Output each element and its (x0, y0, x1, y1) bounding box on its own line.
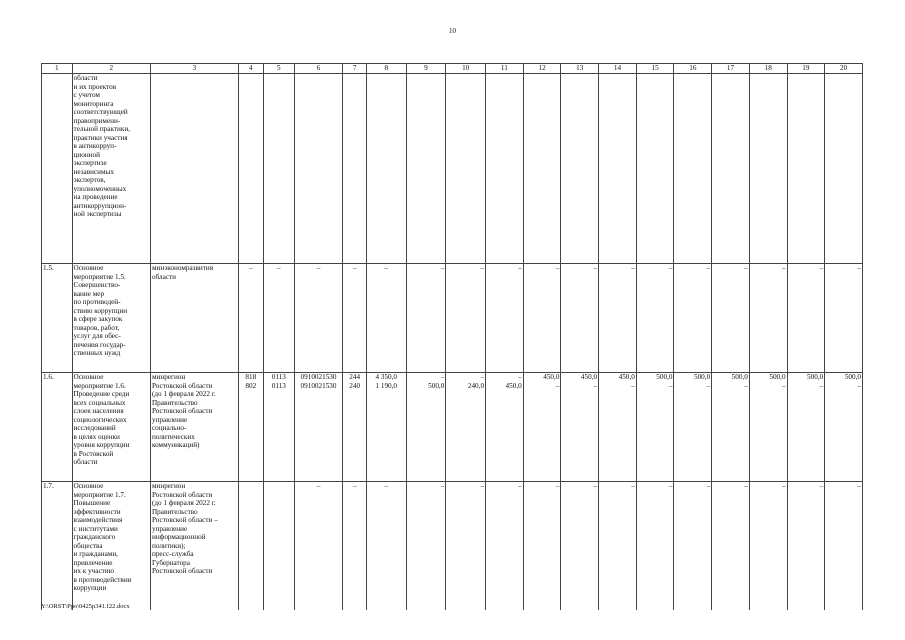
page-number: 10 (449, 27, 456, 35)
table-cell: – 500,0 (406, 373, 446, 482)
table-cell: – (343, 264, 366, 373)
table-cell (749, 74, 787, 264)
table-cell (366, 74, 406, 264)
col-header: 12 (523, 64, 561, 74)
table-cell: – (561, 482, 599, 611)
table-cell: – (523, 264, 561, 373)
table-cell: 500,0 – (825, 373, 863, 482)
table-cell: – (599, 482, 637, 611)
col-header: 2 (72, 64, 150, 74)
table-row (42, 74, 863, 264)
col-header: 8 (366, 64, 406, 74)
table-cell (787, 74, 825, 264)
table-cell: – (712, 482, 750, 611)
table-cell (674, 74, 712, 264)
table-cell (294, 74, 343, 264)
table-cell: 244 240 (343, 373, 366, 482)
table-cell: минэкономразвития области (150, 264, 238, 373)
table-cell (486, 74, 524, 264)
table-cell: 4 350,0 1 190,0 (366, 373, 406, 482)
table-cell (238, 482, 263, 611)
table-cell: – (825, 264, 863, 373)
table-cell: 1.7. (42, 482, 73, 611)
table-cell: – (446, 482, 486, 611)
table-cell: – (749, 482, 787, 611)
table-cell (264, 74, 295, 264)
table-cell (825, 74, 863, 264)
table-cell: – 240,0 (446, 373, 486, 482)
table-cell: 500,0 – (712, 373, 750, 482)
table-cell: 500,0 – (674, 373, 712, 482)
col-header: 15 (636, 64, 674, 74)
table-cell (561, 74, 599, 264)
col-header: 3 (150, 64, 238, 74)
table-cell: – (523, 482, 561, 611)
table-cell: – (599, 264, 637, 373)
table-cell: – (636, 264, 674, 373)
table-cell: – (238, 264, 263, 373)
table-cell: 500,0 – (749, 373, 787, 482)
col-header: 13 (561, 64, 599, 74)
col-header: 17 (712, 64, 750, 74)
table-cell: – (486, 482, 524, 611)
table-cell: – (712, 264, 750, 373)
table-cell: – (825, 482, 863, 611)
table-cell (446, 74, 486, 264)
table-cell: 500,0 – (787, 373, 825, 482)
table-cell (42, 74, 73, 264)
table-cell: 1.6. (42, 373, 73, 482)
table-cell: минрегион Ростовской области (до 1 февраля 2022 г. Правительство Ростовской области – управление информационной политики); пресс-служба Губернатора Ростовской области (150, 482, 238, 611)
column-number-row (42, 64, 863, 74)
table-cell: – (486, 264, 524, 373)
table-cell (343, 74, 366, 264)
table-cell: 450,0 – (523, 373, 561, 482)
table-cell (599, 74, 637, 264)
table-cell: 1.5. (42, 264, 73, 373)
table-cell: 450,0 – (561, 373, 599, 482)
table-cell: области и их проектов с учетом мониторинга соответствующей правопримени- тельной практики, практики участия в антикорруп- ционной экспертизе независимых экспертов, уполномоченных на проведение антикоррупцион- ной экспертизы (72, 74, 150, 264)
table-cell (264, 482, 295, 611)
table-cell: Основное мероприятие 1.5. Совершенство- вание мер по противодей- ствию коррупции в сфере закупок товаров, работ, услуг для обес- печения государ- ственных нужд (72, 264, 150, 373)
table-cell (523, 74, 561, 264)
col-header: 18 (749, 64, 787, 74)
table-cell: 0113 0113 (264, 373, 295, 482)
table-cell: – (787, 264, 825, 373)
table-cell (636, 74, 674, 264)
col-header: 1 (42, 64, 73, 74)
table-cell: – (636, 482, 674, 611)
table-cell: – (787, 482, 825, 611)
col-header: 7 (343, 64, 366, 74)
table-cell: – (406, 264, 446, 373)
table-row (42, 482, 863, 611)
table-cell: 500,0 – (636, 373, 674, 482)
table-cell (712, 74, 750, 264)
table-row (42, 264, 863, 373)
col-header: 11 (486, 64, 524, 74)
table-cell: – (446, 264, 486, 373)
table-cell: – (294, 482, 343, 611)
table-cell: – (366, 482, 406, 611)
table-cell (406, 74, 446, 264)
table-cell: – (561, 264, 599, 373)
table-cell (238, 74, 263, 264)
table-cell: – 450,0 (486, 373, 524, 482)
table-cell (150, 74, 238, 264)
table-cell: минрегион Ростовской области (до 1 февраля 2022 г. Правительство Ростовской области управление социально- политических коммуникаций) (150, 373, 238, 482)
col-header: 9 (406, 64, 446, 74)
col-header: 14 (599, 64, 637, 74)
table-cell: – (406, 482, 446, 611)
table-cell: 818 802 (238, 373, 263, 482)
col-header: 10 (446, 64, 486, 74)
table-cell: – (264, 264, 295, 373)
col-header: 20 (825, 64, 863, 74)
program-table (41, 63, 863, 610)
col-header: 6 (294, 64, 343, 74)
table-cell: Основное мероприятие 1.7. Повышение эффективности взаимодействия с институтами гражданского общества и гражданами, привлечение их к участию в противодействии коррупции (72, 482, 150, 611)
col-header: 19 (787, 64, 825, 74)
table-cell: – (366, 264, 406, 373)
footer-file-path: Y:\ORST\Ppo\0425p341.f22.docx (41, 603, 130, 610)
table-cell: – (674, 264, 712, 373)
col-header: 5 (264, 64, 295, 74)
col-header: 4 (238, 64, 263, 74)
table-cell: – (343, 482, 366, 611)
table-cell: – (749, 264, 787, 373)
table-cell: – (294, 264, 343, 373)
table-cell: Основное мероприятие 1.6. Проведение среди всех социальных слоев населения социологических исследований в целях оценки уровня коррупции в Ростовской области (72, 373, 150, 482)
table-row (42, 373, 863, 482)
table-cell: 450,0 – (599, 373, 637, 482)
col-header: 16 (674, 64, 712, 74)
table-cell: – (674, 482, 712, 611)
table-cell: 0910021530 0910021530 (294, 373, 343, 482)
